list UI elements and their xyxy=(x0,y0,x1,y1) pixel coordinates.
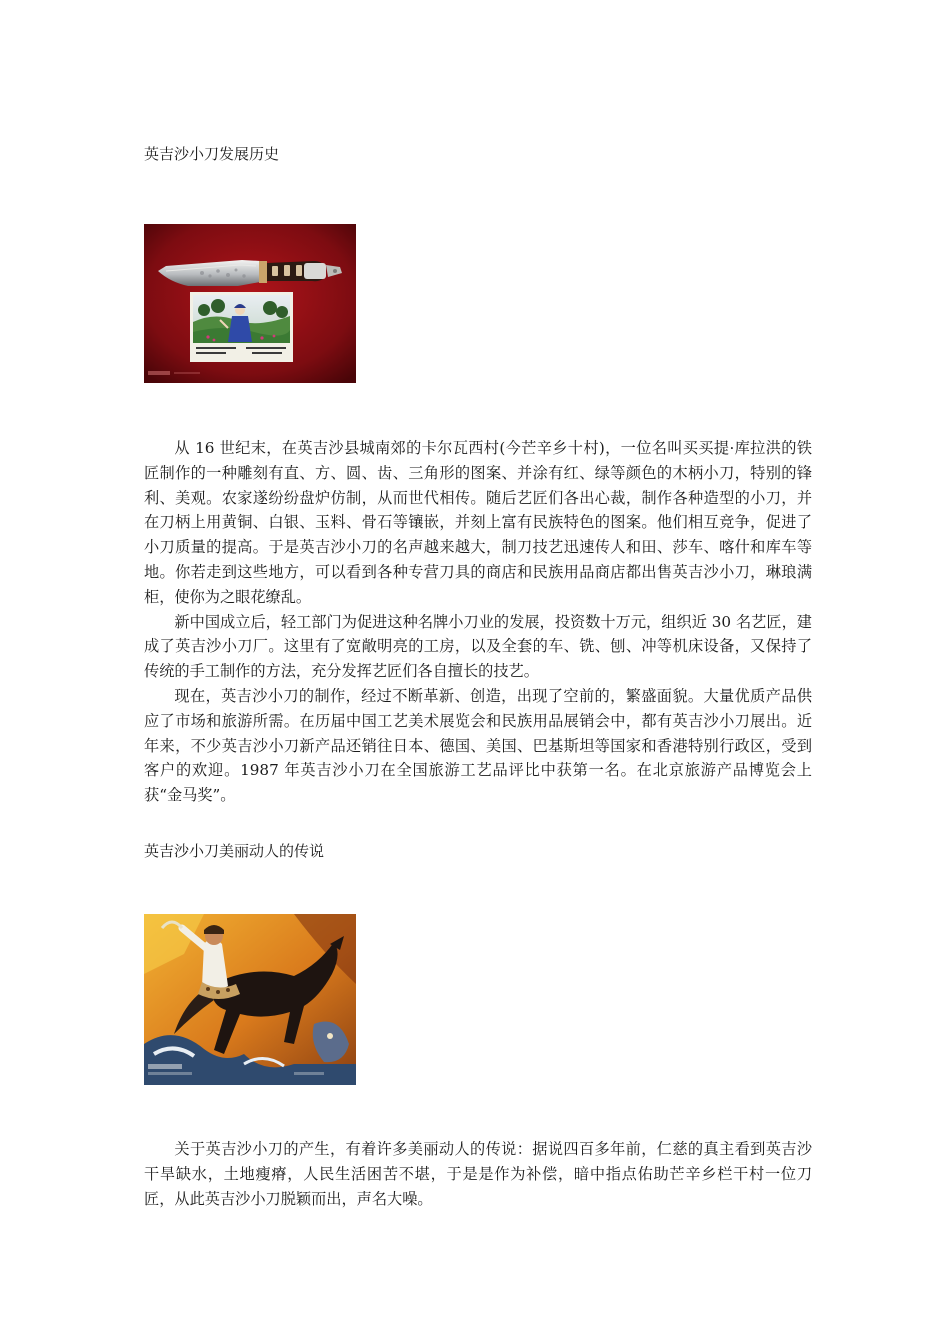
section-body-history xyxy=(144,436,812,808)
section-body-legend xyxy=(144,1137,812,1211)
paragraph: 关于英吉沙小刀的产生，有着许多美丽动人的传说：据说四百多年前，仁慈的真主看到英吉沙干旱缺水，土地瘦瘠，人民生活困苦不堪，于是是作为补偿，暗中指点佑助芒辛乡栏干村一位刀匠，从此英吉沙小刀脱颖而出，声名大噪。 xyxy=(144,1140,812,1208)
paragraph: 新中国成立后，轻工部门为促进这种名牌小刀业的发展，投资数十万元，组织近 30 名艺匠，建成了英吉沙小刀厂。这里有了宽敞明亮的工房，以及全套的车、铣、刨、冲等机床设备，又保持了传统的手工制作的方法，充分发挥艺匠们各自擅长的技艺。 xyxy=(144,612,812,681)
paragraph: 从 16 世纪末，在英吉沙县城南郊的卡尔瓦西村(今芒辛乡十村)，一位名叫买买提·库拉洪的铁匠制作的一种雕刻有直、方、圆、齿、三角形的图案、并涂有红、绿等颜色的木柄小刀，特别的锋利、美观。农家遂纷纷盘炉仿制，从而世代相传。随后艺匠们各出心裁，制作各种造型的小刀，并在刀柄上用黄铜、白银、玉料、骨石等镶嵌，并刻上富有民族特色的图案。他们相互竞争，促进了小刀质量的提高。于是英吉沙小刀的名声越来越大，制刀技艺迅速传人和田、莎车、喀什和库车等地。你若走到这些地方，可以看到各种专营刀具的商店和民族用品商店都出售英吉沙小刀，琳琅满柜，使你为之眼花缭乱。 xyxy=(144,439,812,606)
horseman-painting-photo xyxy=(144,914,356,1085)
paragraph: 现在，英吉沙小刀的制作，经过不断革新、创造，出现了空前的，繁盛面貌。大量优质产品供应了市场和旅游所需。在历届中国工艺美术展览会和民族用品展销会中，都有英吉沙小刀展出。近年来，不少英吉沙小刀新产品还销往日本、德国、美国、巴基斯坦等国家和香港特别行政区，受到客户的欢迎。1987 年英吉沙小刀在全国旅游工艺品评比中获第一名。在北京旅游产品博览会上获“金马奖”。 xyxy=(144,686,812,805)
section-heading-history: 英吉沙小刀发展历史 xyxy=(144,145,280,163)
knife-display-photo xyxy=(144,224,356,383)
section-heading-legend: 英吉沙小刀美丽动人的传说 xyxy=(144,842,325,860)
